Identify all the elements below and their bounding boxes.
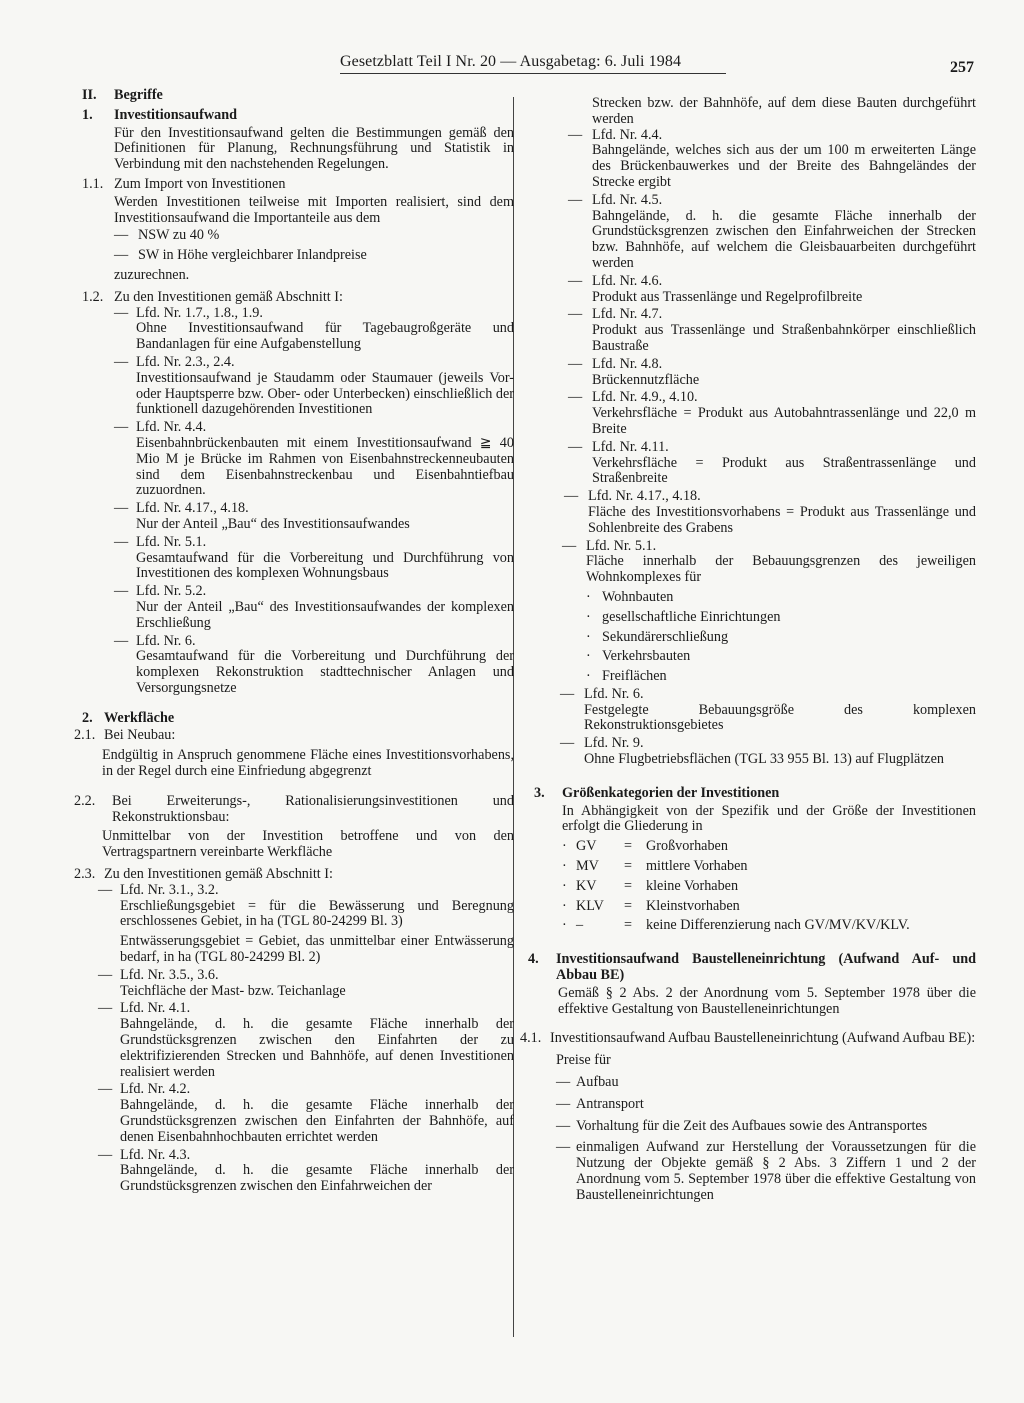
item-label: Lfd. Nr. 4.8. [592, 355, 663, 372]
dash: — [114, 632, 129, 649]
item-text: Bahngelände, d. h. die gesamte Fläche innerhalb der Grundstücksgrenzen zwischen den Einfahrweichen der [120, 1162, 514, 1195]
category-desc: mittlere Vorhaben [646, 858, 748, 875]
list-item [528, 307, 976, 354]
list-item [114, 420, 514, 499]
subsection-title: Bei Erweiterungs-, Rationalisierungsinvestitionen und Rekonstruktionsbau: [112, 792, 514, 825]
item-label: Lfd. Nr. 9. [584, 735, 644, 752]
subsection-number: 4. [528, 951, 539, 968]
dash: — [568, 126, 583, 143]
list-item [98, 968, 514, 1000]
list-item [98, 883, 514, 966]
item-label: Lfd. Nr. 4.11. [592, 438, 669, 455]
list-item [114, 501, 514, 533]
item-text: Eisenbahnbrückenbauten mit einem Investitionsaufwand ≧ 40 Mio M je Brücke im Rahmen von Eisenbahnstreckenneubauten sind dem Eisenbahnstreckenbau und Eisenbahntiefbau zuzuordnen. [136, 434, 514, 499]
list-item-text: Vorhaltung für die Zeit des Aufbaues sowie des Antransportes [576, 1117, 928, 1134]
list-item-text: NSW zu 40 % [138, 227, 220, 244]
item-text: Produkt aus Trassenlänge und Regelprofilbreite [592, 288, 863, 305]
bullet-item [586, 649, 976, 665]
item-text: Investitionsaufwand je Staudamm oder Staumauer (jeweils Vor- oder Hauptsperre bzw. Ober- oder Unterbecken) einschließlich der funktionell dazugehörenden Investitionen [136, 369, 514, 418]
item-text: Bahngelände, d. h. die gesamte Fläche innerhalb der Grundstücksgrenzen zwischen den Einfahrweichen der Strecken bzw. Bahnhöfe, auf welchem die Gleisbauarbeiten durchgeführt werden [592, 207, 976, 271]
subsection-number: 4.1. [520, 1030, 542, 1047]
category-code: KV [576, 877, 597, 894]
category-row [562, 899, 976, 915]
dash: — [568, 355, 583, 372]
item-text: Festgelegte Bebauungsgröße des komplexen Rekonstruktionsgebietes [584, 701, 976, 734]
left-column [74, 87, 514, 1195]
category-code: – [576, 917, 584, 934]
item-label: Lfd. Nr. 5.1. [136, 533, 207, 550]
paragraph: zuzurechnen. [114, 266, 190, 283]
category-row [562, 918, 976, 934]
subsection-heading [74, 728, 514, 744]
subsection-number: 1. [82, 106, 93, 123]
category-row [562, 859, 976, 875]
item-label: Lfd. Nr. 5.2. [136, 583, 207, 600]
item-text: Teichfläche der Mast- bzw. Teichanlage [120, 982, 346, 999]
dash: — [114, 583, 129, 600]
list-item-text: SW in Höhe vergleichbarer Inlandpreise [138, 247, 367, 264]
dash: — [114, 227, 129, 244]
subsection-number: 2. [82, 709, 93, 726]
item-label: Lfd. Nr. 4.4. [592, 126, 663, 143]
subsection-number: 2.1. [74, 727, 96, 744]
item-label: Lfd. Nr. 2.3., 2.4. [136, 353, 235, 370]
paragraph: Preise für [556, 1052, 611, 1069]
dash: — [568, 191, 583, 208]
item-label: Lfd. Nr. 5.1. [586, 537, 657, 554]
list-item [528, 128, 976, 191]
subsection-number: 3. [534, 784, 545, 801]
subsection-title: Größenkategorien der Investitionen [562, 784, 780, 801]
item-text: Verkehrsfläche = Produkt aus Autobahntrassenlänge und 22,0 m Breite [592, 405, 976, 437]
list-item [98, 1082, 514, 1145]
dash: — [562, 537, 577, 554]
paragraph: Endgültig in Anspruch genommene Fläche eines Investitionsvorhabens, in der Regel durch eine Einfriedung abgegrenzt [102, 747, 514, 780]
bullet-dot: · [562, 858, 567, 875]
dash: — [114, 419, 129, 436]
section-number: II. [82, 87, 97, 103]
item-text: Bahngelände, d. h. die gesamte Fläche innerhalb der Grundstücksgrenzen zwischen den Einfahrten der Bahnhöfe, auf denen Eisenbahnhochbauten errichtet werden [120, 1097, 514, 1145]
category-eq: = [624, 858, 633, 875]
item-label: Lfd. Nr. 4.1. [120, 1000, 191, 1017]
subsection-number: 2.3. [74, 866, 96, 883]
list-item [114, 306, 514, 353]
dash: — [114, 353, 129, 370]
dash: — [98, 1081, 113, 1098]
category-eq: = [624, 877, 633, 894]
dash: — [568, 272, 583, 289]
subsection-title: Zum Import von Investitionen [114, 175, 286, 192]
dash: — [114, 533, 129, 550]
list-item-text: einmaligen Aufwand zur Herstellung der Voraussetzungen für die Nutzung der Objekte gemäß § 2 Abs. 3 Ziffern 1 und 2 der Anordnung vom 5. September 1978 über die effektive Gestaltung von Baustelleneinrichtungen [576, 1139, 976, 1203]
subsection-title: Investitionsaufwand Baustelleneinrichtung (Aufwand Auf- und Abbau BE) [556, 951, 976, 984]
subsection-heading [74, 867, 514, 883]
category-code: MV [576, 858, 599, 875]
dash: — [560, 735, 575, 752]
subsection-heading [82, 711, 514, 727]
item-label: Lfd. Nr. 1.7., 1.8., 1.9. [136, 304, 263, 321]
category-eq: = [624, 917, 633, 934]
list-item [114, 228, 514, 244]
list-item [556, 1075, 976, 1091]
category-desc: kleine Vorhaben [646, 877, 739, 894]
category-code: KLV [576, 897, 604, 914]
list-item [556, 1119, 976, 1135]
dash: — [564, 488, 579, 505]
item-text: Bahngelände, welches sich aus der um 100 m erweiterten Länge des Brückenbauwerkes und der Breite des Bahngeländes der Strecke ergibt [592, 142, 976, 190]
subsection-title: Zu den Investitionen gemäß Abschnitt I: [114, 288, 343, 305]
item-label: Lfd. Nr. 4.9., 4.10. [592, 389, 698, 406]
list-item [98, 1001, 514, 1080]
item-label: Lfd. Nr. 4.6. [592, 272, 663, 289]
bullet-text: Sekundärerschließung [602, 628, 729, 645]
category-desc: keine Differenzierung nach GV/MV/KV/KLV. [646, 917, 910, 934]
paragraph: In Abhängigkeit von der Spezifik und der Größe der Investitionen erfolgt die Gliederung in [562, 802, 976, 835]
paragraph: Für den Investitionsaufwand gelten die Bestimmungen gemäß den Definitionen für Planung, Rechnungsführung und Statistik in Verbindung mit den nachstehenden Regelungen. [114, 124, 514, 173]
right-column [520, 95, 976, 1204]
item-text: Ohne Flugbetriebsflächen (TGL 33 955 Bl. 13) auf Flugplätzen [584, 751, 944, 768]
list-item [528, 440, 976, 487]
item-text: Fläche des Investitionsvorhabens = Produkt aus Trassenlänge und Sohlenbreite des Grabens [588, 503, 976, 536]
item-label: Lfd. Nr. 3.1., 3.2. [120, 881, 219, 898]
subsection-heading [82, 108, 514, 124]
subsection-heading [520, 1031, 976, 1047]
list-item [556, 1140, 976, 1203]
item-text: Erschließungsgebiet = für die Bewässerung und Beregnung erschlossenes Gebiet, in ha (TGL 80-24299 Bl. 3) [120, 897, 514, 930]
item-text: Nur der Anteil „Bau“ des Investitionsaufwandes der komplexen Erschließung [136, 598, 514, 631]
dash: — [98, 1146, 113, 1163]
dash: — [114, 500, 129, 517]
subsection-title: Zu den Investitionen gemäß Abschnitt I: [104, 866, 333, 883]
dash: — [114, 304, 129, 321]
bullet-dot: · [586, 588, 591, 605]
bullet-dot: · [562, 838, 567, 855]
list-item [528, 539, 976, 685]
dash: — [568, 438, 583, 455]
subsection-title: Bei Neubau: [104, 727, 176, 744]
item-text: Bahngelände, d. h. die gesamte Fläche innerhalb der Grundstücksgrenzen zwischen den Einfahrten der zu elektrifizierenden Strecken und Bahnhöfe, auf denen Investitionen realisiert werden [120, 1016, 514, 1080]
item-text: Ohne Investitionsaufwand für Tagebaugroßgeräte und Bandanlagen für eine Aufgabenstellung [136, 320, 514, 353]
subsection-heading [528, 786, 976, 802]
list-item [114, 535, 514, 582]
item-text: Gesamtaufwand für die Vorbereitung und Durchführung von Investitionen des komplexen Wohnungsbaus [136, 549, 514, 582]
dash: — [568, 306, 583, 323]
list-item [114, 584, 514, 631]
list-item [528, 736, 976, 768]
item-label: Lfd. Nr. 4.2. [120, 1081, 191, 1098]
bullet-dot: · [586, 628, 591, 645]
item-text: Brückennutzfläche [592, 371, 700, 388]
item-text: Produkt aus Trassenlänge und Straßenbahnkörper einschließlich Baustraße [592, 322, 976, 354]
paragraph: Strecken bzw. der Bahnhöfe, auf dem diese Bauten durchgeführt werden [592, 95, 976, 127]
item-label: Lfd. Nr. 4.4. [136, 419, 207, 436]
bullet-item [586, 610, 976, 626]
category-row [562, 839, 976, 855]
subsection-heading [74, 794, 514, 826]
subsection-number: 2.2. [74, 792, 96, 809]
item-text: Verkehrsfläche = Produkt aus Straßentrassenlänge und Straßenbreite [592, 454, 976, 487]
item-label: Lfd. Nr. 4.5. [592, 191, 663, 208]
bullet-item [586, 590, 976, 606]
bullet-dot: · [562, 917, 567, 934]
dash: — [98, 966, 113, 983]
dash: — [556, 1095, 571, 1112]
category-desc: Großvorhaben [646, 838, 728, 855]
list-item [528, 357, 976, 389]
item-label: Lfd. Nr. 6. [584, 685, 644, 702]
list-item-text: Aufbau [576, 1074, 619, 1091]
dash: — [556, 1139, 571, 1156]
dash: — [556, 1117, 571, 1134]
subsection-number: 1.2. [82, 288, 104, 305]
item-text: Nur der Anteil „Bau“ des Investitionsaufwandes [136, 515, 410, 532]
item-label: Lfd. Nr. 6. [136, 632, 196, 649]
header-rule [340, 73, 726, 74]
section-title: Begriffe [114, 87, 163, 103]
bullet-text: Verkehrsbauten [602, 648, 691, 665]
item-label: Lfd. Nr. 4.3. [120, 1146, 191, 1163]
item-label: Lfd. Nr. 3.5., 3.6. [120, 966, 219, 983]
item-text-2: Entwässerungsgebiet = Gebiet, das unmittelbar einer Entwässerung bedarf, in ha (TGL 80-24299 Bl. 2) [120, 933, 514, 966]
subsection-number: 1.1. [82, 175, 104, 192]
dash: — [114, 247, 129, 264]
category-eq: = [624, 838, 633, 855]
bullet-dot: · [586, 608, 591, 625]
bullet-text: gesellschaftliche Einrichtungen [602, 608, 781, 625]
dash: — [556, 1074, 571, 1091]
list-item [114, 355, 514, 418]
item-text: Gesamtaufwand für die Vorbereitung und Durchführung der komplexen Rekonstruktion stadttechnischer Anlagen und Versorgungsnetze [136, 648, 514, 696]
list-item [528, 687, 976, 734]
section-heading [82, 88, 514, 104]
list-item [528, 489, 976, 536]
item-label: Lfd. Nr. 4.7. [592, 306, 663, 323]
subsection-heading [82, 290, 514, 306]
category-desc: Kleinstvorhaben [646, 897, 740, 914]
list-item [528, 390, 976, 437]
bullet-dot: · [586, 648, 591, 665]
subsection-title: Investitionsaufwand Aufbau Baustelleneinrichtung (Aufwand Aufbau BE): [550, 1030, 976, 1047]
bullet-dot: · [586, 668, 591, 685]
bullet-item [586, 669, 976, 685]
subsection-title: Investitionsaufwand [114, 106, 237, 123]
category-eq: = [624, 897, 633, 914]
item-text: Fläche innerhalb der Bebauungsgrenzen des jeweiligen Wohnkomplexes für [586, 553, 976, 586]
item-label: Lfd. Nr. 4.17., 4.18. [588, 488, 701, 505]
bullet-item [586, 630, 976, 646]
paragraph: Gemäß § 2 Abs. 2 der Anordnung vom 5. September 1978 über die effektive Gestaltung von Baustelleneinrichtungen [558, 984, 976, 1017]
list-item [528, 274, 976, 306]
list-item [528, 193, 976, 272]
paragraph: Unmittelbar von der Investition betroffene und von den Vertragspartnern vereinbarte Werkfläche [102, 828, 514, 861]
header-title: Gesetzblatt Teil I Nr. 20 — Ausgabetag: 6. Juli 1984 [340, 53, 682, 70]
category-row [562, 879, 976, 895]
subsection-title: Werkfläche [104, 709, 175, 726]
bullet-dot: · [562, 877, 567, 894]
bullet-text: Wohnbauten [602, 588, 674, 605]
category-code: GV [576, 838, 597, 855]
page-header [0, 50, 1024, 74]
dash: — [98, 1000, 113, 1017]
page-number: 257 [950, 59, 974, 76]
item-label: Lfd. Nr. 4.17., 4.18. [136, 500, 249, 517]
paragraph: Werden Investitionen teilweise mit Importen realisiert, sind dem Investitionsaufwand die Importanteile aus dem [114, 193, 514, 226]
list-item [556, 1097, 976, 1113]
dash: — [560, 685, 575, 702]
subsection-heading [82, 177, 514, 193]
bullet-dot: · [562, 897, 567, 914]
list-item [98, 1148, 514, 1195]
list-item [114, 634, 514, 697]
list-item [114, 248, 514, 264]
subsection-heading [528, 952, 976, 984]
dash: — [98, 881, 113, 898]
bullet-text: Freiflächen [602, 668, 667, 685]
list-item-text: Antransport [576, 1095, 644, 1112]
dash: — [568, 389, 583, 406]
